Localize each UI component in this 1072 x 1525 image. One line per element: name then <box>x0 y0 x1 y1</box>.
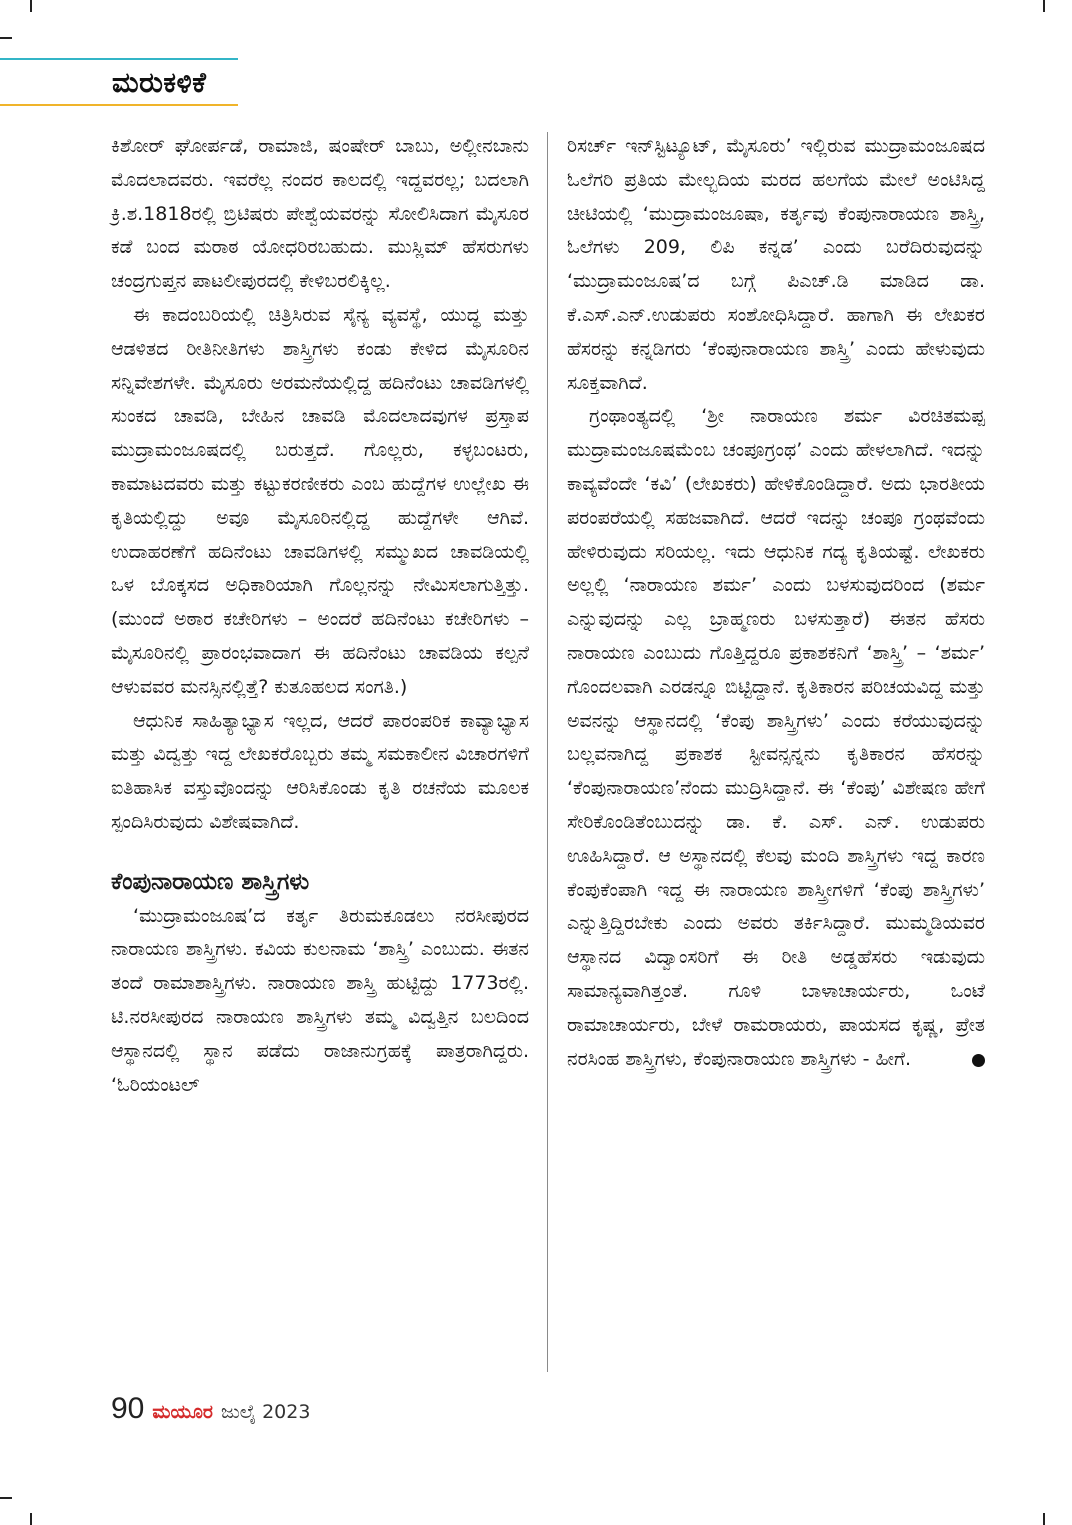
paragraph: ಆಧುನಿಕ ಸಾಹಿತ್ಯಾಭ್ಯಾಸ ಇಲ್ಲದ, ಆದರೆ ಪಾರಂಪರಿಕ ಕಾವ್ಯಾಭ್ಯಾಸ ಮತ್ತು ವಿದ್ವತ್ತು ಇದ್ದ ಲೇಖಕರೊಬ್ಬರು ತಮ್ಮ ಸಮಕಾಲೀನ ವಿಚಾರಗಳಿಗೆ ಐತಿಹಾಸಿಕ ವಸ್ತುವೊಂದನ್ನು ಆರಿಸಿಕೊಂಡು ಕೃತಿ ರಚನೆಯ ಮೂಲಕ ಸ್ಪಂದಿಸಿರುವುದು ವಿಶೇಷವಾಗಿದೆ. <box>111 709 529 833</box>
column-divider <box>547 132 548 1372</box>
paragraph: ಕಿಶೋರ್ ಘೋರ್ಪಡೆ, ರಾಮಾಜಿ, ಷಂಷೇರ್ ಬಾಬು, ಅಲ್ಲೀನಬಾನು ಮೊದಲಾದವರು. ಇವರೆಲ್ಲ ನಂದರ ಕಾಲದಲ್ಲಿ ಇದ್ದವರಲ್ಲ; ಬದಲಾಗಿ ಕ್ರಿ.ಶ.1818ರಲ್ಲಿ ಬ್ರಿಟಿಷರು ಪೇಶ್ವೆಯವರನ್ನು ಸೋಲಿಸಿದಾಗ ಮೈಸೂರ ಕಡೆ ಬಂದ ಮರಾಠ ಯೋಧರಿರಬಹುದು. ಮುಸ್ಲಿಮ್ ಹೆಸರುಗಳು ಚಂದ್ರಗುಪ್ತನ ಪಾಟಲೀಪುರದಲ್ಲಿ ಕೇಳಿಬರಲಿಕ್ಕಿಲ್ಲ. <box>111 135 529 293</box>
end-of-article-icon <box>972 1054 985 1067</box>
header-rule-top <box>0 58 238 60</box>
right-column <box>567 130 985 1076</box>
page-footer <box>111 1392 310 1428</box>
subheading: ಕೆಂಪುನಾರಾಯಣ ಶಾಸ್ತ್ರಿಗಳು <box>111 868 310 895</box>
header-rule-bottom <box>0 104 238 106</box>
crop-mark <box>1043 0 1045 12</box>
paragraph: ರಿಸರ್ಚ್ ಇನ್‌ಸ್ಟಿಟ್ಯೂಟ್, ಮೈಸೂರು’ ಇಲ್ಲಿರುವ ಮುದ್ರಾಮಂಜೂಷದ ಓಲೆಗರಿ ಪ್ರತಿಯ ಮೇಲ್ಭದಿಯ ಮರದ ಹಲಗೆಯ ಮೇಲೆ ಅಂಟಿಸಿದ್ದ ಚೀಟಿಯಲ್ಲಿ ‘ಮುದ್ರಾಮಂಜೂಷಾ, ಕರ್ತೃವು ಕೆಂಪುನಾರಾಯಣ ಶಾಸ್ತ್ರಿ, ಓಲೆಗಳು 209, ಲಿಪಿ ಕನ್ನಡ’ ಎಂದು ಬರೆದಿರುವುದನ್ನು ‘ಮುದ್ರಾಮಂಜೂಷ’ದ ಬಗ್ಗೆ ಪಿಎಚ್.ಡಿ ಮಾಡಿದ ಡಾ. ಕೆ.ಎಸ್.ಎನ್.ಉಡುಪರು ಸಂಶೋಧಿಸಿದ್ದಾರೆ. ಹಾಗಾಗಿ ಈ ಲೇಖಕರ ಹೆಸರನ್ನು ಕನ್ನಡಿಗರು ‘ಕೆಂಪುನಾರಾಯಣ ಶಾಸ್ತ್ರಿ’ ಎಂದು ಹೇಳುವುದು ಸೂಕ್ತವಾಗಿದೆ. <box>567 135 985 394</box>
magazine-logo: ಮಯೂರ <box>152 1401 213 1423</box>
paragraph <box>567 400 985 1076</box>
section-header <box>0 58 240 108</box>
crop-mark <box>1043 1513 1045 1525</box>
page-number: 90 <box>111 1392 145 1425</box>
crop-mark <box>30 0 32 12</box>
paragraph: ‘ಮುದ್ರಾಮಂಜೂಷ’ದ ಕರ್ತೃ ತಿರುಮಕೂಡಲು ನರಸೀಪುರದ ನಾರಾಯಣ ಶಾಸ್ತ್ರಿಗಳು. ಕವಿಯ ಕುಲನಾಮ ‘ಶಾಸ್ತ್ರಿ’ ಎಂಬುದು. ಈತನ ತಂದೆ ರಾಮಾಶಾಸ್ತ್ರಿಗಳು. ನಾರಾಯಣ ಶಾಸ್ತ್ರಿ ಹುಟ್ಟಿದ್ದು 1773ರಲ್ಲಿ. ಟಿ.ನರಸೀಪುರದ ನಾರಾಯಣ ಶಾಸ್ತ್ರಿಗಳು ತಮ್ಮ ವಿದ್ವತ್ತಿನ ಬಲದಿಂದ ಆಸ್ಥಾನದಲ್ಲಿ ಸ್ಥಾನ ಪಡೆದು ರಾಜಾನುಗ್ರಹಕ್ಕೆ ಪಾತ್ರರಾಗಿದ್ದರು. ‘ಓರಿಯಂಟಲ್ <box>111 904 529 1096</box>
paragraph-text: ಗ್ರಂಥಾಂತ್ಯದಲ್ಲಿ ‘ಶ್ರೀ ನಾರಾಯಣ ಶರ್ಮ ವಿರಚಿತಮಪ್ಪ ಮುದ್ರಾಮಂಜೂಷಮೆಂಬ ಚಂಪೂಗ್ರಂಥ’ ಎಂದು ಹೇಳಲಾಗಿದೆ. ಇದನ್ನು ಕಾವ್ಯವೆಂದೇ ‘ಕವಿ’ (ಲೇಖಕರು) ಹೇಳಿಕೊಂಡಿದ್ದಾರೆ. ಅದು ಭಾರತೀಯ ಪರಂಪರೆಯಲ್ಲಿ ಸಹಜವಾಗಿದೆ. ಆದರೆ ಇದನ್ನು ಚಂಪೂ ಗ್ರಂಥವೆಂದು ಹೇಳಿರುವುದು ಸರಿಯಲ್ಲ. ಇದು ಆಧುನಿಕ ಗದ್ಯ ಕೃತಿಯಷ್ಟೆ. ಲೇಖಕರು ಅಲ್ಲಲ್ಲಿ ‘ನಾರಾಯಣ ಶರ್ಮ’ ಎಂದು ಬಳಸುವುದರಿಂದ (ಶರ್ಮ ಎನ್ನುವುದನ್ನು ಎಲ್ಲ ಬ್ರಾಹ್ಮಣರು ಬಳಸುತ್ತಾರೆ) ಈತನ ಹೆಸರು ನಾರಾಯಣ ಎಂಬುದು ಗೊತ್ತಿದ್ದರೂ ಪ್ರಕಾಶಕನಿಗೆ ‘ಶಾಸ್ತ್ರಿ’ – ‘ಶರ್ಮ’ ಗೊಂದಲವಾಗಿ ಎರಡನ್ನೂ ಬಿಟ್ಟಿದ್ದಾನೆ. ಕೃತಿಕಾರನ ಪರಿಚಯವಿದ್ದ ಮತ್ತು ಅವನನ್ನು ಆಸ್ಥಾನದಲ್ಲಿ ‘ಕೆಂಪು ಶಾಸ್ತ್ರಿಗಳು’ ಎಂದು ಕರೆಯುವುದನ್ನು ಬಲ್ಲವನಾಗಿದ್ದ ಪ್ರಕಾಶಕ ಸ್ಟೀವನ್ಸನ್ನನು ಕೃತಿಕಾರನ ಹೆಸರನ್ನು ‘ಕೆಂಪುನಾರಾಯಣ’ನೆಂದು ಮುದ್ರಿಸಿದ್ದಾನೆ. ಈ ‘ಕೆಂಪು’ ವಿಶೇಷಣ ಹೇಗೆ ಸೇರಿಕೊಂಡಿತೆಂಬುದನ್ನು ಡಾ. ಕೆ. ಎಸ್. ಎನ್. ಉಡುಪರು ಊಹಿಸಿದ್ದಾರೆ. ಆ ಅಸ್ಥಾನದಲ್ಲಿ ಕೆಲವು ಮಂದಿ ಶಾಸ್ತ್ರಿಗಳು ಇದ್ದ ಕಾರಣ ಕೆಂಪುಕೆಂಪಾಗಿ ಇದ್ದ ಈ ನಾರಾಯಣ ಶಾಸ್ತ್ರೀಗಳಿಗೆ ‘ಕೆಂಪು ಶಾಸ್ತ್ರಿಗಳು’ ಎನ್ನುತ್ತಿದ್ದಿರಬೇಕು ಎಂದು ಅವರು ತರ್ಕಿಸಿದ್ದಾರೆ. ಮುಮ್ಮಡಿಯವರ ಆಸ್ಥಾನದ ವಿದ್ವಾಂಸರಿಗೆ ಈ ರೀತಿ ಅಡ್ಡಹೆಸರು ಇಡುವುದು ಸಾಮಾನ್ಯವಾಗಿತ್ತಂತೆ. ಗೂಳಿ ಬಾಳಾಚಾರ್ಯರು, ಒಂಟೆ ರಾಮಾಚಾರ್ಯರು, ಬೇಳೆ ರಾಮರಾಯರು, ಪಾಯಸದ ಕೃಷ್ಣ, ಪ್ರೇತ ನರಸಿಂಹ ಶಾಸ್ತ್ರಿಗಳು, ಕೆಂಪುನಾರಾಯಣ ಶಾಸ್ತ್ರಿಗಳು - ಹೀಗೆ. <box>567 405 985 1070</box>
section-title: ಮರುಕಳಿಕೆ <box>112 66 207 99</box>
crop-mark <box>30 1513 32 1525</box>
paragraph: ಈ ಕಾದಂಬರಿಯಲ್ಲಿ ಚಿತ್ರಿಸಿರುವ ಸೈನ್ಯ ವ್ಯವಸ್ಥೆ, ಯುದ್ಧ ಮತ್ತು ಆಡಳಿತದ ರೀತಿನೀತಿಗಳು ಶಾಸ್ತ್ರಿಗಳು ಕಂಡು ಕೇಳಿದ ಮೈಸೂರಿನ ಸನ್ನಿವೇಶಗಳೇ. ಮೈಸೂರು ಅರಮನೆಯಲ್ಲಿದ್ದ ಹದಿನೆಂಟು ಚಾವಡಿಗಳಲ್ಲಿ ಸುಂಕದ ಚಾವಡಿ, ಬೇಹಿನ ಚಾವಡಿ ಮೊದಲಾದವುಗಳ ಪ್ರಸ್ತಾಪ ಮುದ್ರಾಮಂಜೂಷದಲ್ಲಿ ಬರುತ್ತದೆ. ಗೊಲ್ಲರು, ಕಳ್ಳಬಂಟರು, ಕಾಮಾಟದವರು ಮತ್ತು ಕಟ್ಟುಕರಣೀಕರು ಎಂಬ ಹುದ್ದೆಗಳ ಉಲ್ಲೇಖ ಈ ಕೃತಿಯಲ್ಲಿದ್ದು ಅವೂ ಮೈಸೂರಿನಲ್ಲಿದ್ದ ಹುದ್ದೆಗಳೇ ಆಗಿವೆ. ಉದಾಹರಣೆಗೆ ಹದಿನೆಂಟು ಚಾವಡಿಗಳಲ್ಲಿ ಸಮ್ಮುಖದ ಚಾವಡಿಯಲ್ಲಿ ಒಳ ಬೊಕ್ಕಸದ ಅಧಿಕಾರಿಯಾಗಿ ಗೊಲ್ಲನನ್ನು ನೇಮಿಸಲಾಗುತ್ತಿತ್ತು. (ಮುಂದೆ ಅಠಾರ ಕಚೇರಿಗಳು – ಅಂದರೆ ಹದಿನೆಂಟು ಕಚೇರಿಗಳು – ಮೈಸೂರಿನಲ್ಲಿ ಪ್ರಾರಂಭವಾದಾಗ ಈ ಹದಿನೆಂಟು ಚಾವಡಿಯ ಕಲ್ಪನೆ ಆಳುವವರ ಮನಸ್ಸಿನಲ್ಲಿತ್ತೆ? ಕುತೂಹಲದ ಸಂಗತಿ.) <box>111 303 529 698</box>
crop-mark <box>0 1497 12 1499</box>
crop-mark <box>0 37 12 39</box>
left-column <box>111 130 529 1102</box>
issue-date: ಜುಲೈ 2023 <box>220 1401 311 1423</box>
